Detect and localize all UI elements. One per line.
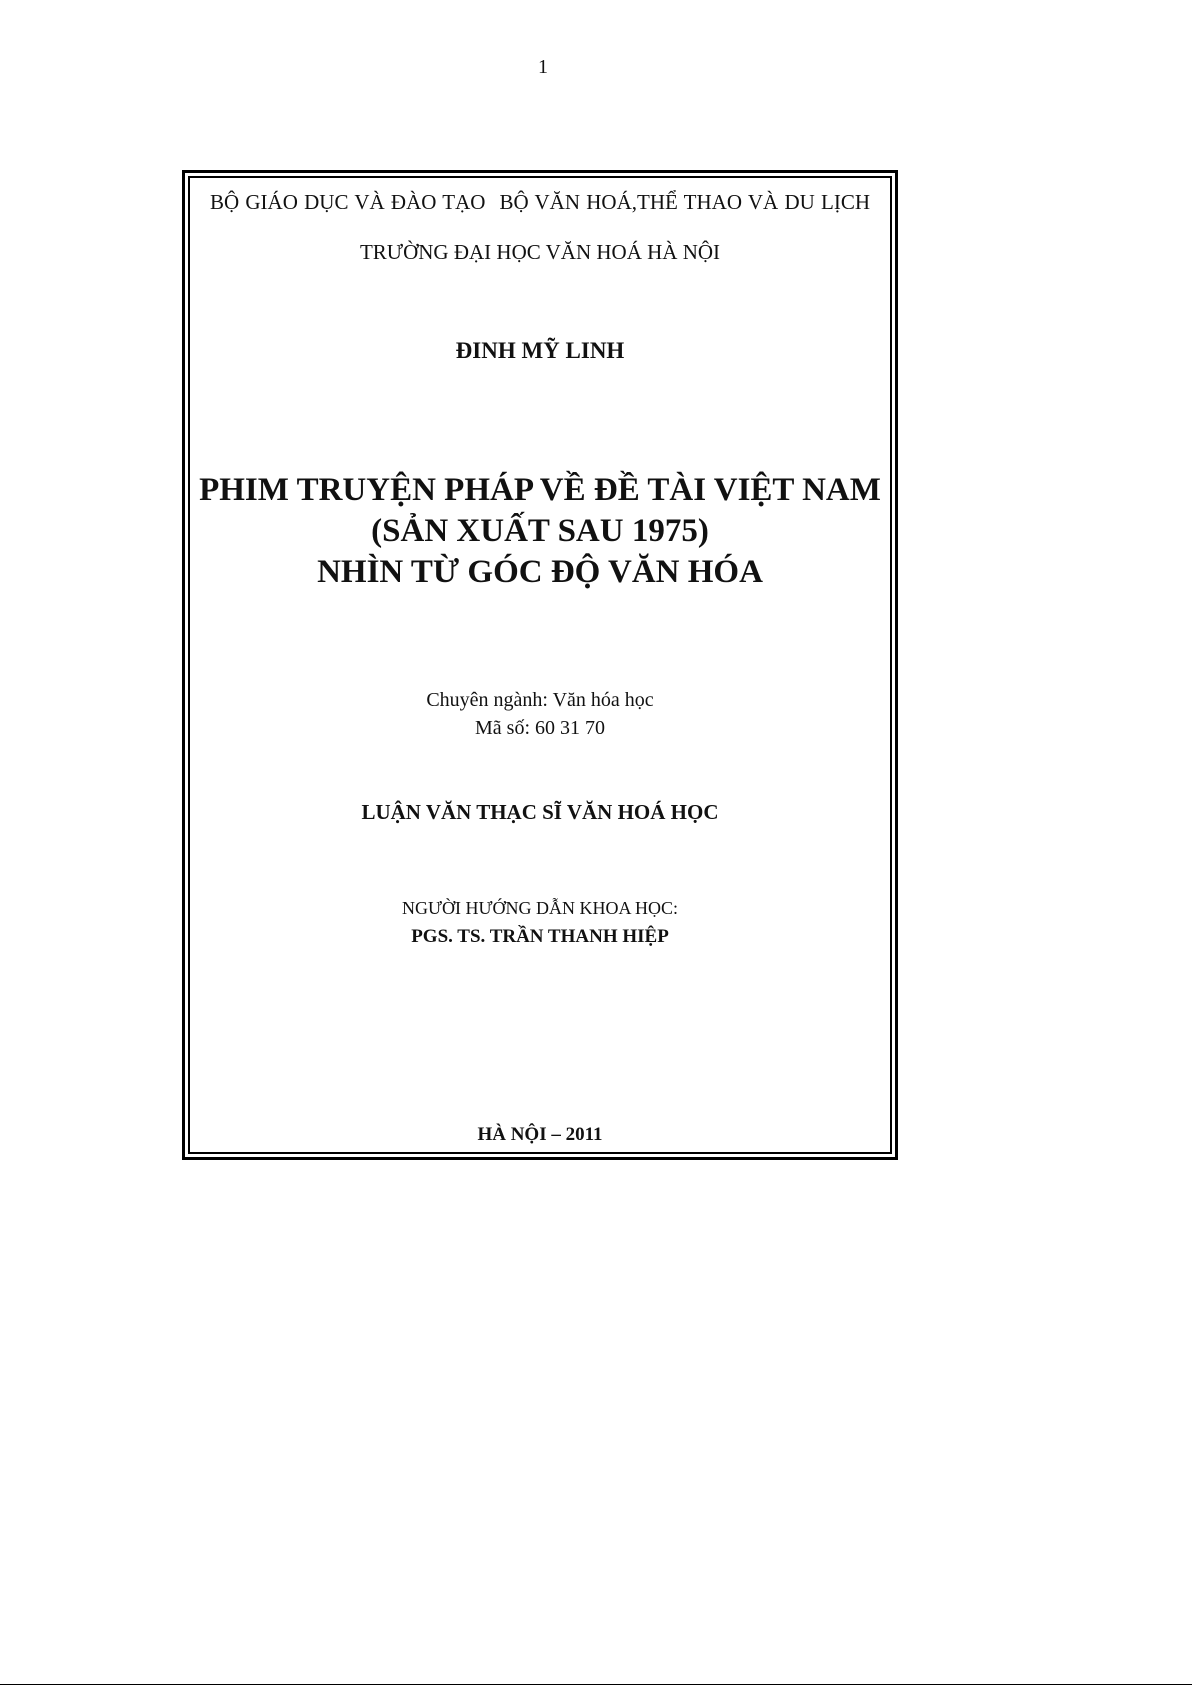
thesis-title xyxy=(190,470,890,593)
ministries-header xyxy=(190,190,890,215)
degree-type: LUẬN VĂN THẠC SĨ VĂN HOÁ HỌC xyxy=(361,800,719,824)
cover-page-frame xyxy=(182,170,898,1160)
ministry-culture: BỘ VĂN HOÁ,THỂ THAO VÀ DU LỊCH xyxy=(499,190,871,214)
page-number: 1 xyxy=(538,56,548,78)
major-name: Chuyên ngành: Văn hóa học xyxy=(426,689,654,711)
thesis-title-line-1: PHIM TRUYỆN PHÁP VỀ ĐỀ TÀI VIỆT NAM xyxy=(199,472,881,508)
thesis-title-line-3: NHÌN TỪ GÓC ĐỘ VĂN HÓA xyxy=(317,554,763,590)
supervisor-label: NGƯỜI HƯỚNG DẪN KHOA HỌC: xyxy=(402,898,678,918)
cover-page-inner-border xyxy=(188,176,892,1154)
university-name: TRƯỜNG ĐẠI HỌC VĂN HOÁ HÀ NỘI xyxy=(359,240,721,264)
place-year: HÀ NỘI – 2011 xyxy=(477,1124,603,1145)
ministry-education: BỘ GIÁO DỤC VÀ ĐÀO TẠO xyxy=(209,190,486,214)
thesis-title-line-2: (SẢN XUẤT SAU 1975) xyxy=(371,513,709,549)
major-info xyxy=(190,686,890,742)
author-name: ĐINH MỸ LINH xyxy=(455,338,625,363)
supervisor-name: PGS. TS. TRẦN THANH HIỆP xyxy=(411,926,669,947)
major-code: Mã số: 60 31 70 xyxy=(475,717,605,739)
